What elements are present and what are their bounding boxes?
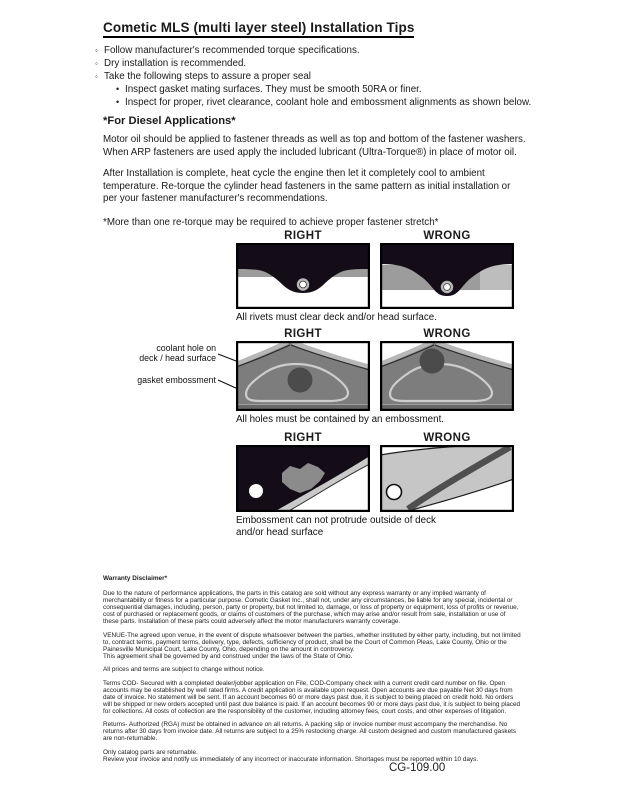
warranty-disclaimer	[103, 575, 521, 763]
tip-text: Inspect gasket mating surfaces. They must be smooth 50RA or finer.	[125, 84, 422, 95]
bullet-icon: ◦	[95, 72, 98, 81]
bolt-hole-icon	[387, 485, 402, 500]
right-label: RIGHT	[284, 230, 322, 242]
rivet-right-diagram	[236, 243, 370, 309]
figure-hole-embossment	[103, 328, 515, 438]
embossment-wrong-diagram	[380, 341, 514, 411]
tip-text: Take the following steps to assure a proper seal	[104, 71, 311, 82]
disclaimer-heading: Warranty Disclaimer*	[103, 575, 168, 582]
tip-text: Dry installation is recommended.	[104, 58, 247, 69]
figure-rivet-clearance	[236, 230, 514, 324]
installation-tips-list	[95, 44, 540, 109]
right-label: RIGHT	[284, 432, 322, 444]
right-label: RIGHT	[284, 328, 322, 340]
disclaimer-paragraph: Due to the nature of performance applications, the parts in this catalog are sold without any express warranty or any implied warranty of merchantability or fitness for a particular purpose. Cometic Gasket Inc., shall not, under any circumstances, be liable for any special, incidental or consequential damages, including, person, party or property, but not limited to, damage, or loss of property or equipment, loss of profits or revenue, cost of purchased or replacement goods, or claims of customers of the purchase, which may arise and/or result from sale, installation or use of these parts. Installation of these parts could adversely affect the motor manufacturers warranty coverage.	[103, 590, 519, 625]
disclaimer-paragraph: Only catalog parts are returnable. Review your invoice and notify us immediately of any incorrect or inaccurate information. Shortages must be reported within 10 days.	[103, 748, 479, 763]
diesel-heading: *For Diesel Applications*	[103, 115, 236, 127]
page-code: CG-109.00	[389, 762, 446, 774]
diesel-paragraph: After Installation is complete, heat cycle the engine then let it completely cool to ambient temperature. Re-torque the cylinder head fasteners in the same pattern as initial installation or per your fastener manufacturer's recommendations.	[103, 168, 511, 205]
list-item	[95, 57, 540, 70]
sub-bullet-icon: •	[116, 84, 120, 94]
rivet-wrong-diagram	[380, 243, 514, 309]
figure-caption: All holes must be contained by an embossment.	[236, 414, 445, 425]
embossment-right-diagram	[236, 341, 370, 411]
bullet-icon: ◦	[95, 59, 98, 68]
figure-embossment-protrusion	[236, 432, 514, 538]
figure-caption: All rivets must clear deck and/or head surface.	[236, 312, 437, 323]
page-title: Cometic MLS (multi layer steel) Installation Tips	[103, 20, 414, 38]
list-item	[95, 44, 540, 57]
coolant-hole-icon	[420, 349, 445, 374]
sub-bullet-icon: •	[116, 97, 120, 107]
coolant-hole-label: coolant hole on deck / head surface	[139, 343, 216, 363]
disclaimer-paragraph: Terms COD- Secured with a completed dealer/jobber application on File, COD-Company check with a current credit card number on file. Open accounts may be established by well rated firms. A credit application is available upon request. Open accounts are due payable Net 30 days from date of invoice. No statement will be sent. If an account becomes 60 or more days past due, it is subject to being placed on credit hold. No orders will be shipped or new orders accepted until past due balance is paid. If an account becomes 90 or more days past due, it is subject to being placed for collections. All costs of collection are the responsibility of the customer, including attorney fees, court costs, and other expenses of litigation.	[103, 679, 521, 715]
embossment-label: gasket embossment	[137, 375, 216, 385]
bolt-hole-icon	[249, 484, 263, 498]
diesel-section	[103, 115, 527, 239]
wrong-label: WRONG	[423, 328, 471, 340]
list-item	[116, 96, 540, 109]
figure-caption: Embossment can not protrude outside of deck and/or head surface	[236, 515, 436, 538]
protrusion-wrong-diagram	[380, 445, 514, 512]
coolant-hole-icon	[288, 368, 313, 393]
list-item	[95, 70, 540, 83]
tip-text: Inspect for proper, rivet clearance, coolant hole and embossment alignments as shown below.	[125, 97, 532, 108]
list-item	[116, 83, 540, 96]
disclaimer-paragraph: VENUE-The agreed upon venue, in the event of dispute whatsoever between the parties, whether instituted by either party, including, but not limited to, contract terms, payment terms, delivery, type, defects, sufficiency of product, shall be the Court of Common Pleas, Lake County, Ohio or the Painesville Municipal Court, Lake County, Ohio, depending on the amount in controversy. This agreement shall be governed by and construed under the laws of the State of Ohio.	[103, 631, 521, 660]
wrong-label: WRONG	[423, 432, 471, 444]
tip-text: Follow manufacturer's recommended torque specifications.	[104, 45, 360, 56]
protrusion-right-diagram	[236, 445, 370, 512]
bullet-icon: ◦	[95, 46, 98, 55]
wrong-label: WRONG	[423, 230, 471, 242]
disclaimer-paragraph: All prices and terms are subject to change without notice.	[103, 666, 265, 673]
disclaimer-paragraph: Returns- Authorized (RGA) must be obtained in advance on all returns. A packing slip or invoice number must accompany the merchandise. No returns after 30 days from invoice date. All returns are subject to a 25% restocking charge. All custom designed and custom manufactured gaskets are non-returnable.	[103, 721, 517, 742]
retorque-note: *More than one re-torque may be required to achieve proper fastener stretch*	[103, 216, 439, 228]
diesel-paragraph: Motor oil should be applied to fastener threads as well as top and bottom of the fastener washers. When ARP fasteners are used apply the included lubricant (Ultra-Torque®) in place of motor oil.	[103, 134, 526, 158]
